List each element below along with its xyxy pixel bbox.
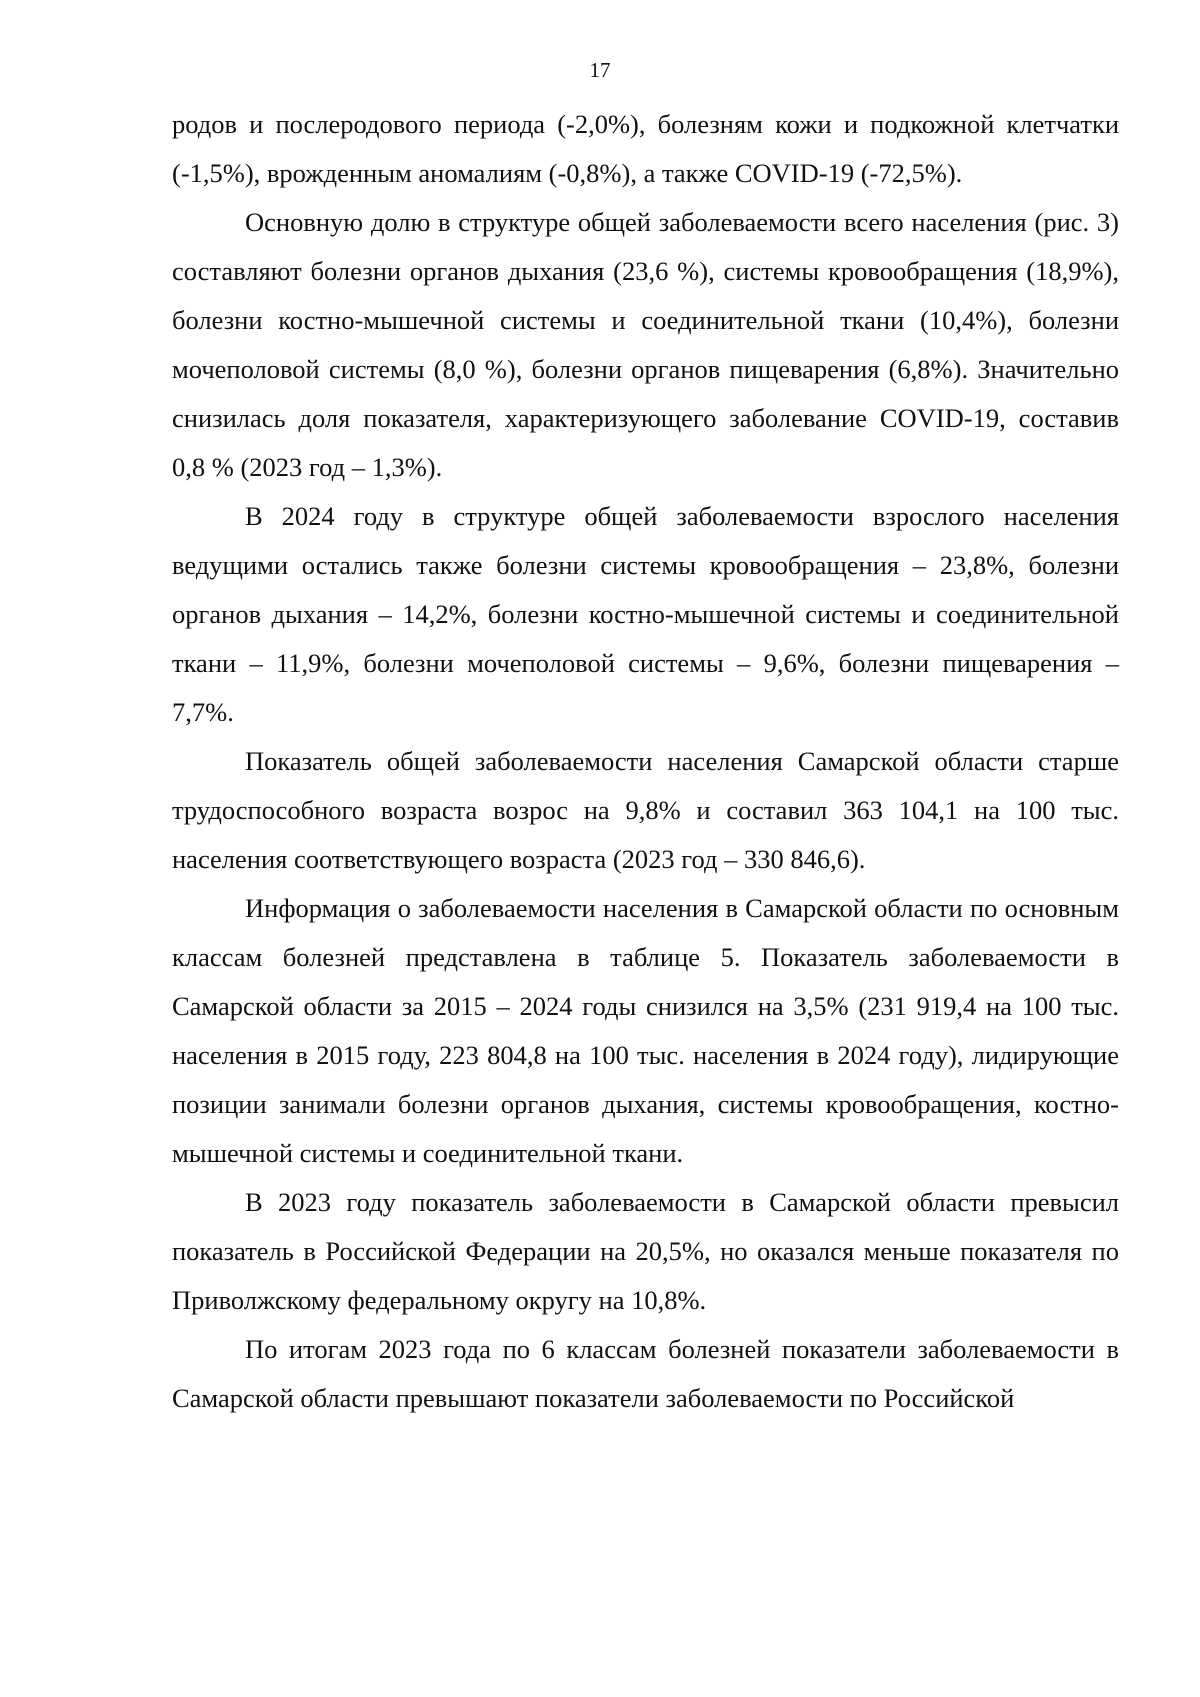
paragraph-2023-results: По итогам 2023 года по 6 классам болезней показатели заболеваемости в Самарской области превышают показатели заболеваемости по Российской <box>172 1334 1119 1413</box>
paragraph-structure-adult: В 2024 году в структуре общей заболеваемости взрослого населения ведущими остались также болезни системы кровообращения – 23,8%, болезни органов дыхания – 14,2%, болезни костно-мышечной системы и соединительной ткани – 11,9%, болезни мочеполовой системы – 9,6%, болезни пищеварения – 7,7%. <box>172 501 1119 727</box>
paragraph-comparison-rf: В 2023 году показатель заболеваемости в Самарской области превысил показатель в Российской Федерации на 20,5%, но оказался меньше показателя по Приволжскому федеральному округу на 10,8%. <box>172 1187 1119 1315</box>
paragraph-structure-overall: Основную долю в структуре общей заболеваемости всего населения (рис. 3) составляют болезни органов дыхания (23,6 %), системы кровообращения (18,9%), болезни костно-мышечной системы и соединительной ткани (10,4%), болезни мочеполовой системы (8,0 %), болезни органов пищеварения (6,8%). Значительно снизилась доля показателя, характеризующего заболевание COVID-19, составив 0,8 % (2023 год – 1,3%). <box>172 207 1119 482</box>
paragraph-continuation: родов и послеродового периода (-2,0%), болезням кожи и подкожной клетчатки (-1,5%), врожденным аномалиям (-0,8%), а также COVID-19 (-72,5%). <box>172 109 1119 188</box>
page-number: 17 <box>589 58 611 82</box>
document-body <box>172 100 1119 1423</box>
paragraph-elderly-rate: Показатель общей заболеваемости населения Самарской области старше трудоспособного возраста возрос на 9,8% и составил 363 104,1 на 100 тыс. населения соответствующего возраста (2023 год – 330 846,6). <box>172 746 1119 874</box>
paragraph-table-5-info: Информация о заболеваемости населения в Самарской области по основным классам болезней представлена в таблице 5. Показатель заболеваемости в Самарской области за 2015 – 2024 годы снизился на 3,5% (231 919,4 на 100 тыс. населения в 2015 году, 223 804,8 на 100 тыс. населения в 2024 году), лидирующие позиции занимали болезни органов дыхания, системы кровообращения, костно-мышечной системы и соединительной ткани. <box>172 893 1119 1168</box>
